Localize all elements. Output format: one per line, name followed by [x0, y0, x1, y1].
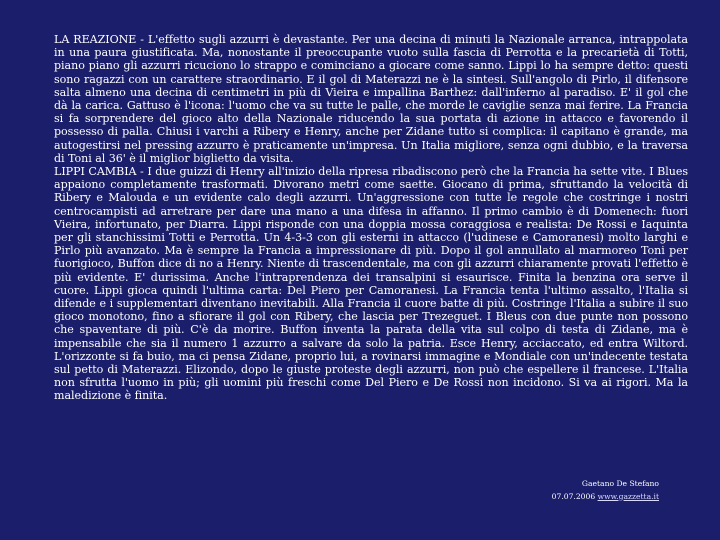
byline-date-link: [552, 491, 659, 504]
paragraph-lippi-cambia: LIPPI CAMBIA - I due guizzi di Henry all'inizio della ripresa ribadiscono però che la Francia ha sette vite. I Blues appaiono completamente trasformati. Divorano metri come saette. Giocano di prima, sfruttando la velocità di Ribery e Malouda e un evidente calo degli azzurri. Un'aggressione con tutte le regole che costringe i nostri centrocampisti ad arretrare per dare una mano a una difesa in affanno. Il primo cambio è di Domenech: fuori Vieira, infortunato, per Diarra. Lippi risponde con una doppia mossa coraggiosa e realista: De Rossi e Iaquinta per gli stanchissimi Totti e Perrotta. Un 4-3-3 con gli esterni in attacco (l'udinese e Camoranesi) molto larghi e Pirlo più avanzato. Ma è sempre la Francia a impressionare di più. Dopo il gol annullato al marmoreo Toni per fuorigioco, Buffon dice di no a Henry. Niente di trascendentale, ma con gli azzurri chiaramente provati l'effetto è più evidente. E' durissima. Anche l'intraprendenza dei transalpini si esaurisce. Finita la benzina ora serve il cuore. Lippi gioca quindi l'ultima carta: Del Piero per Camoranesi. La Francia tenta l'ultimo assalto, l'Italia si difende e i supplementari diventano inevitabili. Alla Francia il cuore batte di più. Costringe l'Italia a subire il suo gioco monotono, fino a sfiorare il gol con Ribery, che lascia per Trezeguet. I Bleus con due punte non possono che spaventare di più. C'è da morire. Buffon inventa la parata della vita sul colpo di testa di Zidane, ma è impensabile che sia il numero 1 azzurro a salvare da solo la patria. Esce Henry, acciaccato, ed entra Wiltord. L'orizzonte si fa buio, ma ci pensa Zidane, proprio lui, a rovinarsi immagine e Mondiale con un'indecente testata sul petto di Materazzi. Elizondo, dopo le giuste proteste degli azzurri, non può che espellere il francese. L'Italia non sfrutta l'uomo in più; gli uomini più freschi come Del Piero e De Rossi non incidono. Si va ai rigori. Ma la maledizione è finita.: [54, 165, 688, 403]
byline: [552, 478, 659, 503]
article-body: [54, 33, 688, 403]
source-link[interactable]: www.gazzetta.it: [597, 491, 659, 501]
article-date: 07.07.2006: [551, 491, 596, 501]
author-name: Gaetano De Stefano: [581, 479, 659, 488]
paragraph-reazione: LA REAZIONE - L'effetto sugli azzurri è devastante. Per una decina di minuti la Nazionale arranca, intrappolata in una paura giustificata. Ma, nonostante il preoccupante vuoto sulla fascia di Perrotta e la precarietà di Totti, piano piano gli azzurri ricuciono lo strappo e cominciano a giocare come sanno. Lippi lo ha sempre detto: questi sono ragazzi con un carattere straordinario. E il gol di Materazzi ne è la sintesi. Sull'angolo di Pirlo, il difensore salta almeno una decina di centimetri in più di Vieira e impallina Barthez: dall'inferno al paradiso. E' il gol che dà la carica. Gattuso è l'icona: l'uomo che va su tutte le palle, che morde le caviglie senza mai ferire. La Francia si fa sorprendere del gioco alto della Nazionale riducendo la sua portata di azione in attacco e favorendo il possesso di palla. Chiusi i varchi a Ribery e Henry, anche per Zidane tutto si complica: il capitano è grande, ma autogestirsi nel pressing azzurro è praticamente un'impresa. Un Italia migliore, senza ogni dubbio, e la traversa di Toni al 36' è il miglior biglietto da visita.: [54, 33, 688, 165]
